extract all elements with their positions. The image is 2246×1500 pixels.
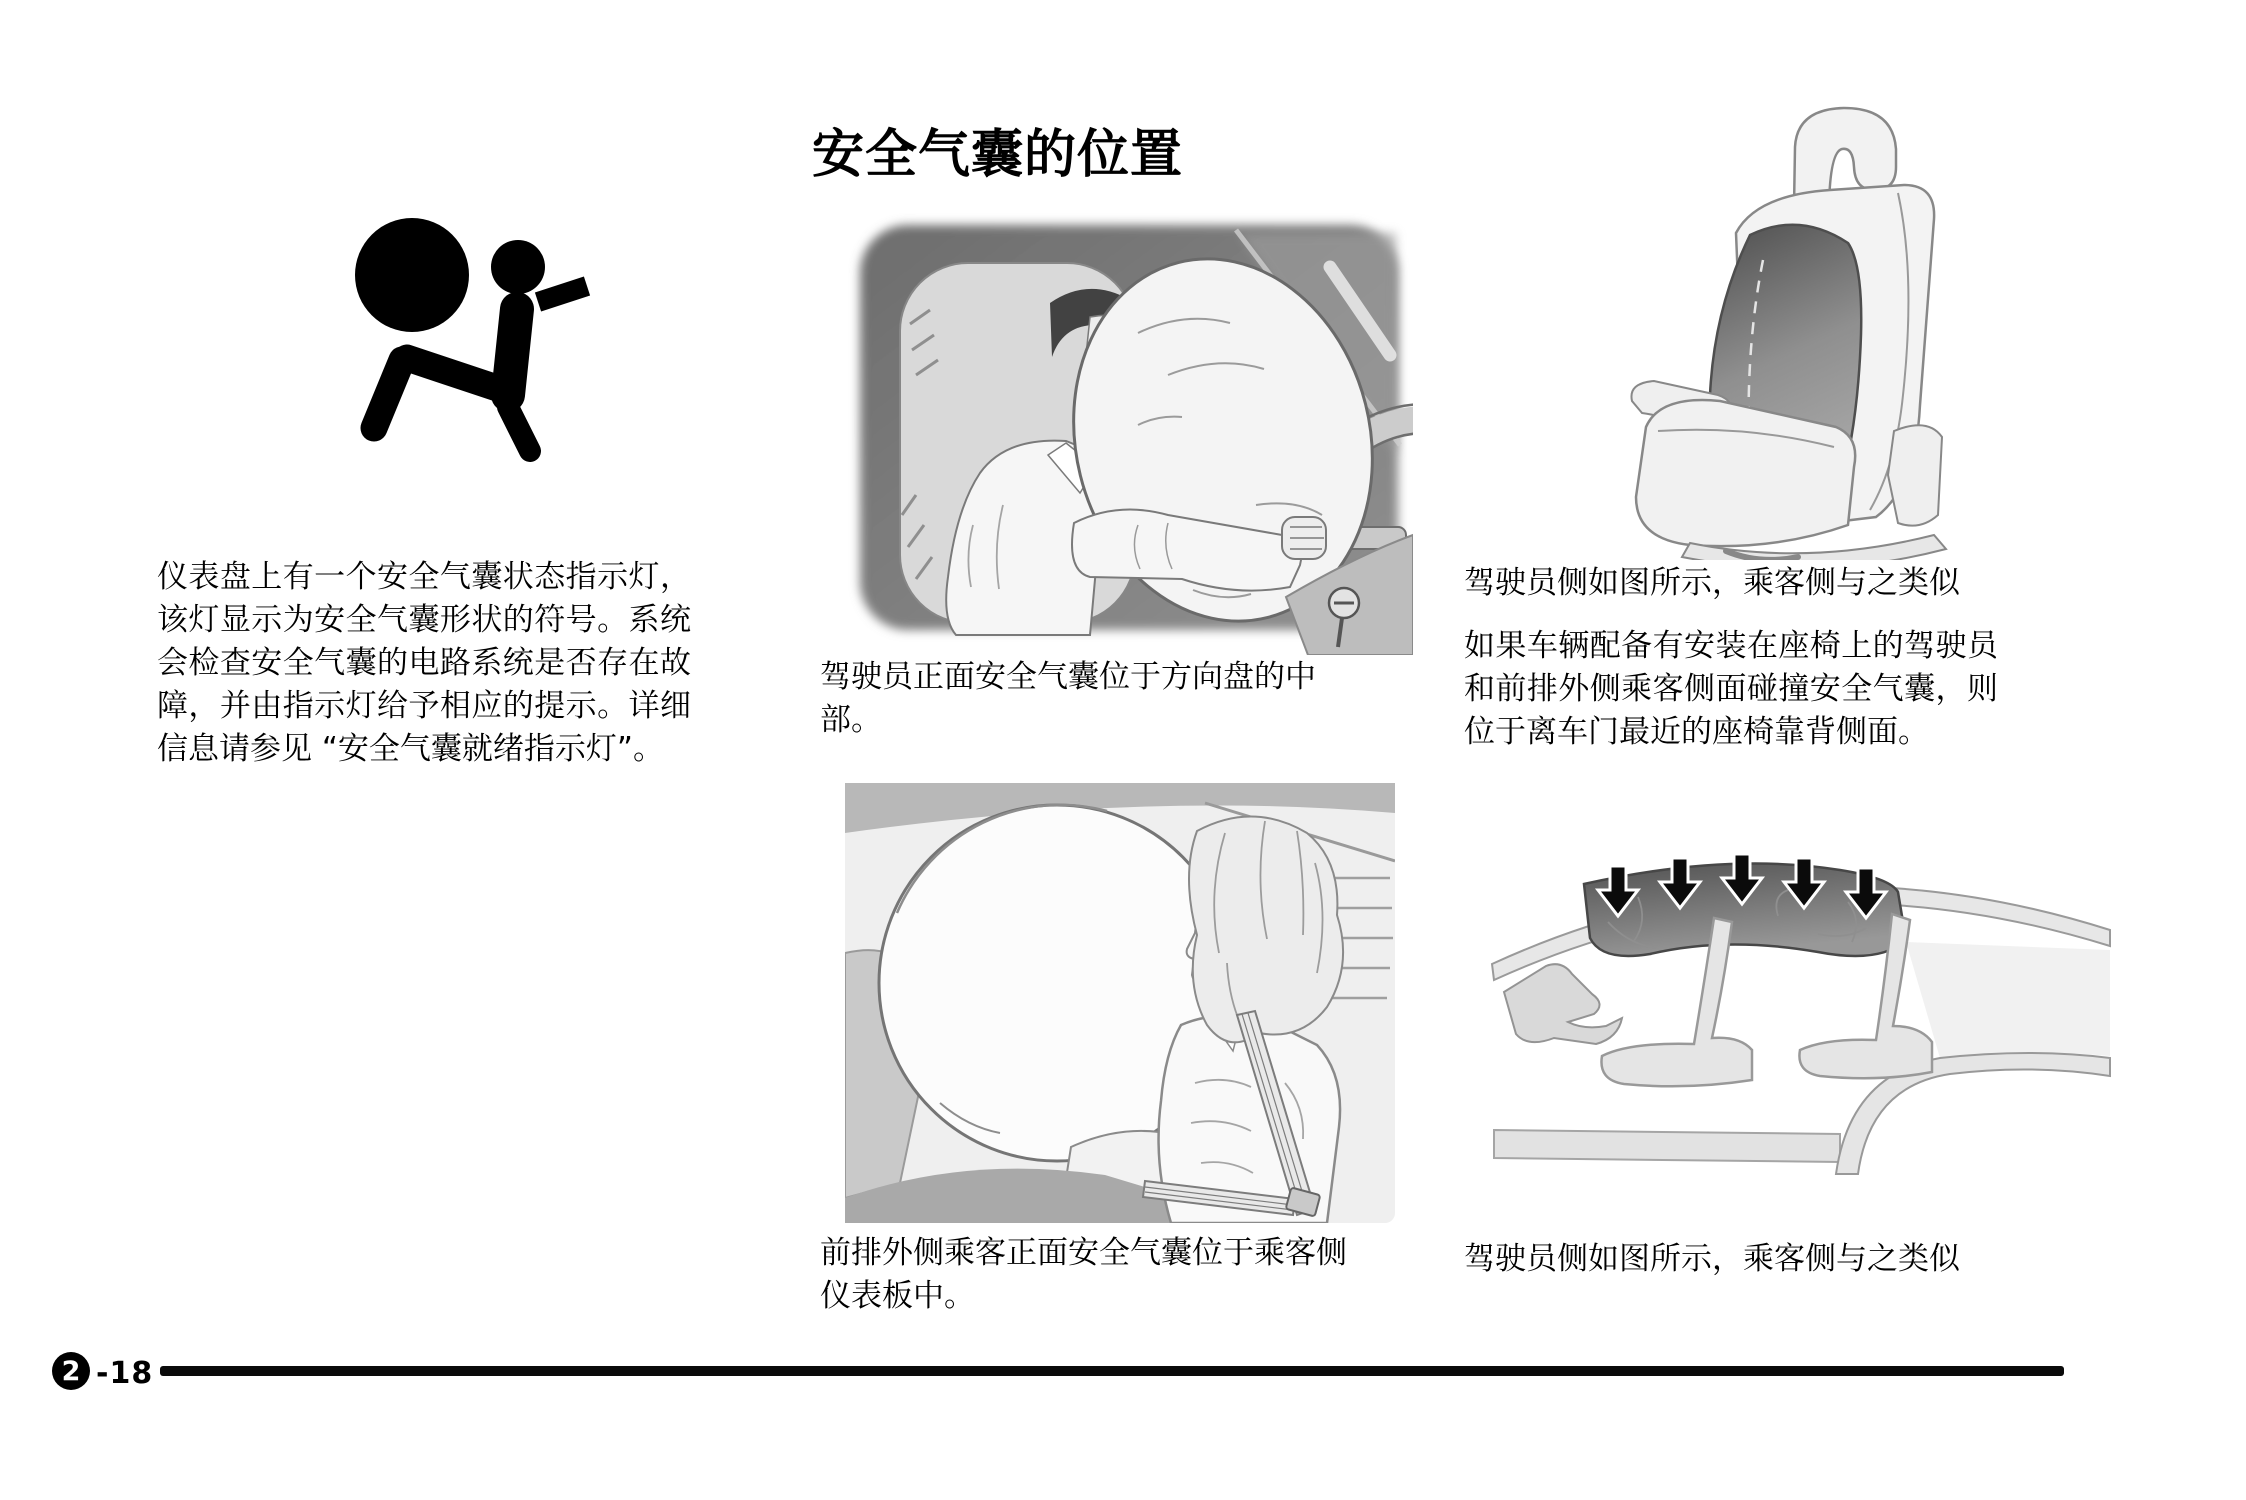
side-airbag-paragraph: 如果车辆配备有安装在座椅上的驾驶员和前排外侧乘客侧面碰撞安全气囊，则位于离车门最近的座椅靠背侧面。 (1464, 628, 1998, 750)
section-number: 2 (61, 1355, 81, 1387)
page-number: -18 (96, 1356, 154, 1391)
roof-rail-airbag-figure (1488, 842, 2113, 1197)
airbag-indicator-paragraph: 仪表盘上有一个安全气囊状态指示灯，该灯显示为安全气囊形状的符号。系统会检查安全气囊的电路系统是否存在故障，并由指示灯给予相应的提示。详细信息请参见 “安全气囊就绪指示灯”。 (157, 559, 691, 767)
section-number-circle (52, 1352, 90, 1390)
footer-rule (160, 1366, 2064, 1376)
seat-side-airbag-figure (1598, 95, 2043, 560)
page-title: 安全气囊的位置 (812, 125, 1184, 185)
airbag-warning-icon (350, 210, 620, 475)
roof-rail-airbag-caption: 驾驶员侧如图所示，乘客侧与之类似 (1464, 1241, 1960, 1277)
driver-frontal-airbag-caption: 驾驶员正面安全气囊位于方向盘的中部。 (820, 659, 1316, 738)
passenger-frontal-airbag-caption: 前排外侧乘客正面安全气囊位于乘客侧仪表板中。 (820, 1235, 1347, 1314)
driver-frontal-airbag-figure (838, 205, 1413, 655)
seat-side-airbag-caption: 驾驶员侧如图所示，乘客侧与之类似 (1464, 565, 1960, 601)
passenger-frontal-airbag-figure (845, 783, 1395, 1223)
